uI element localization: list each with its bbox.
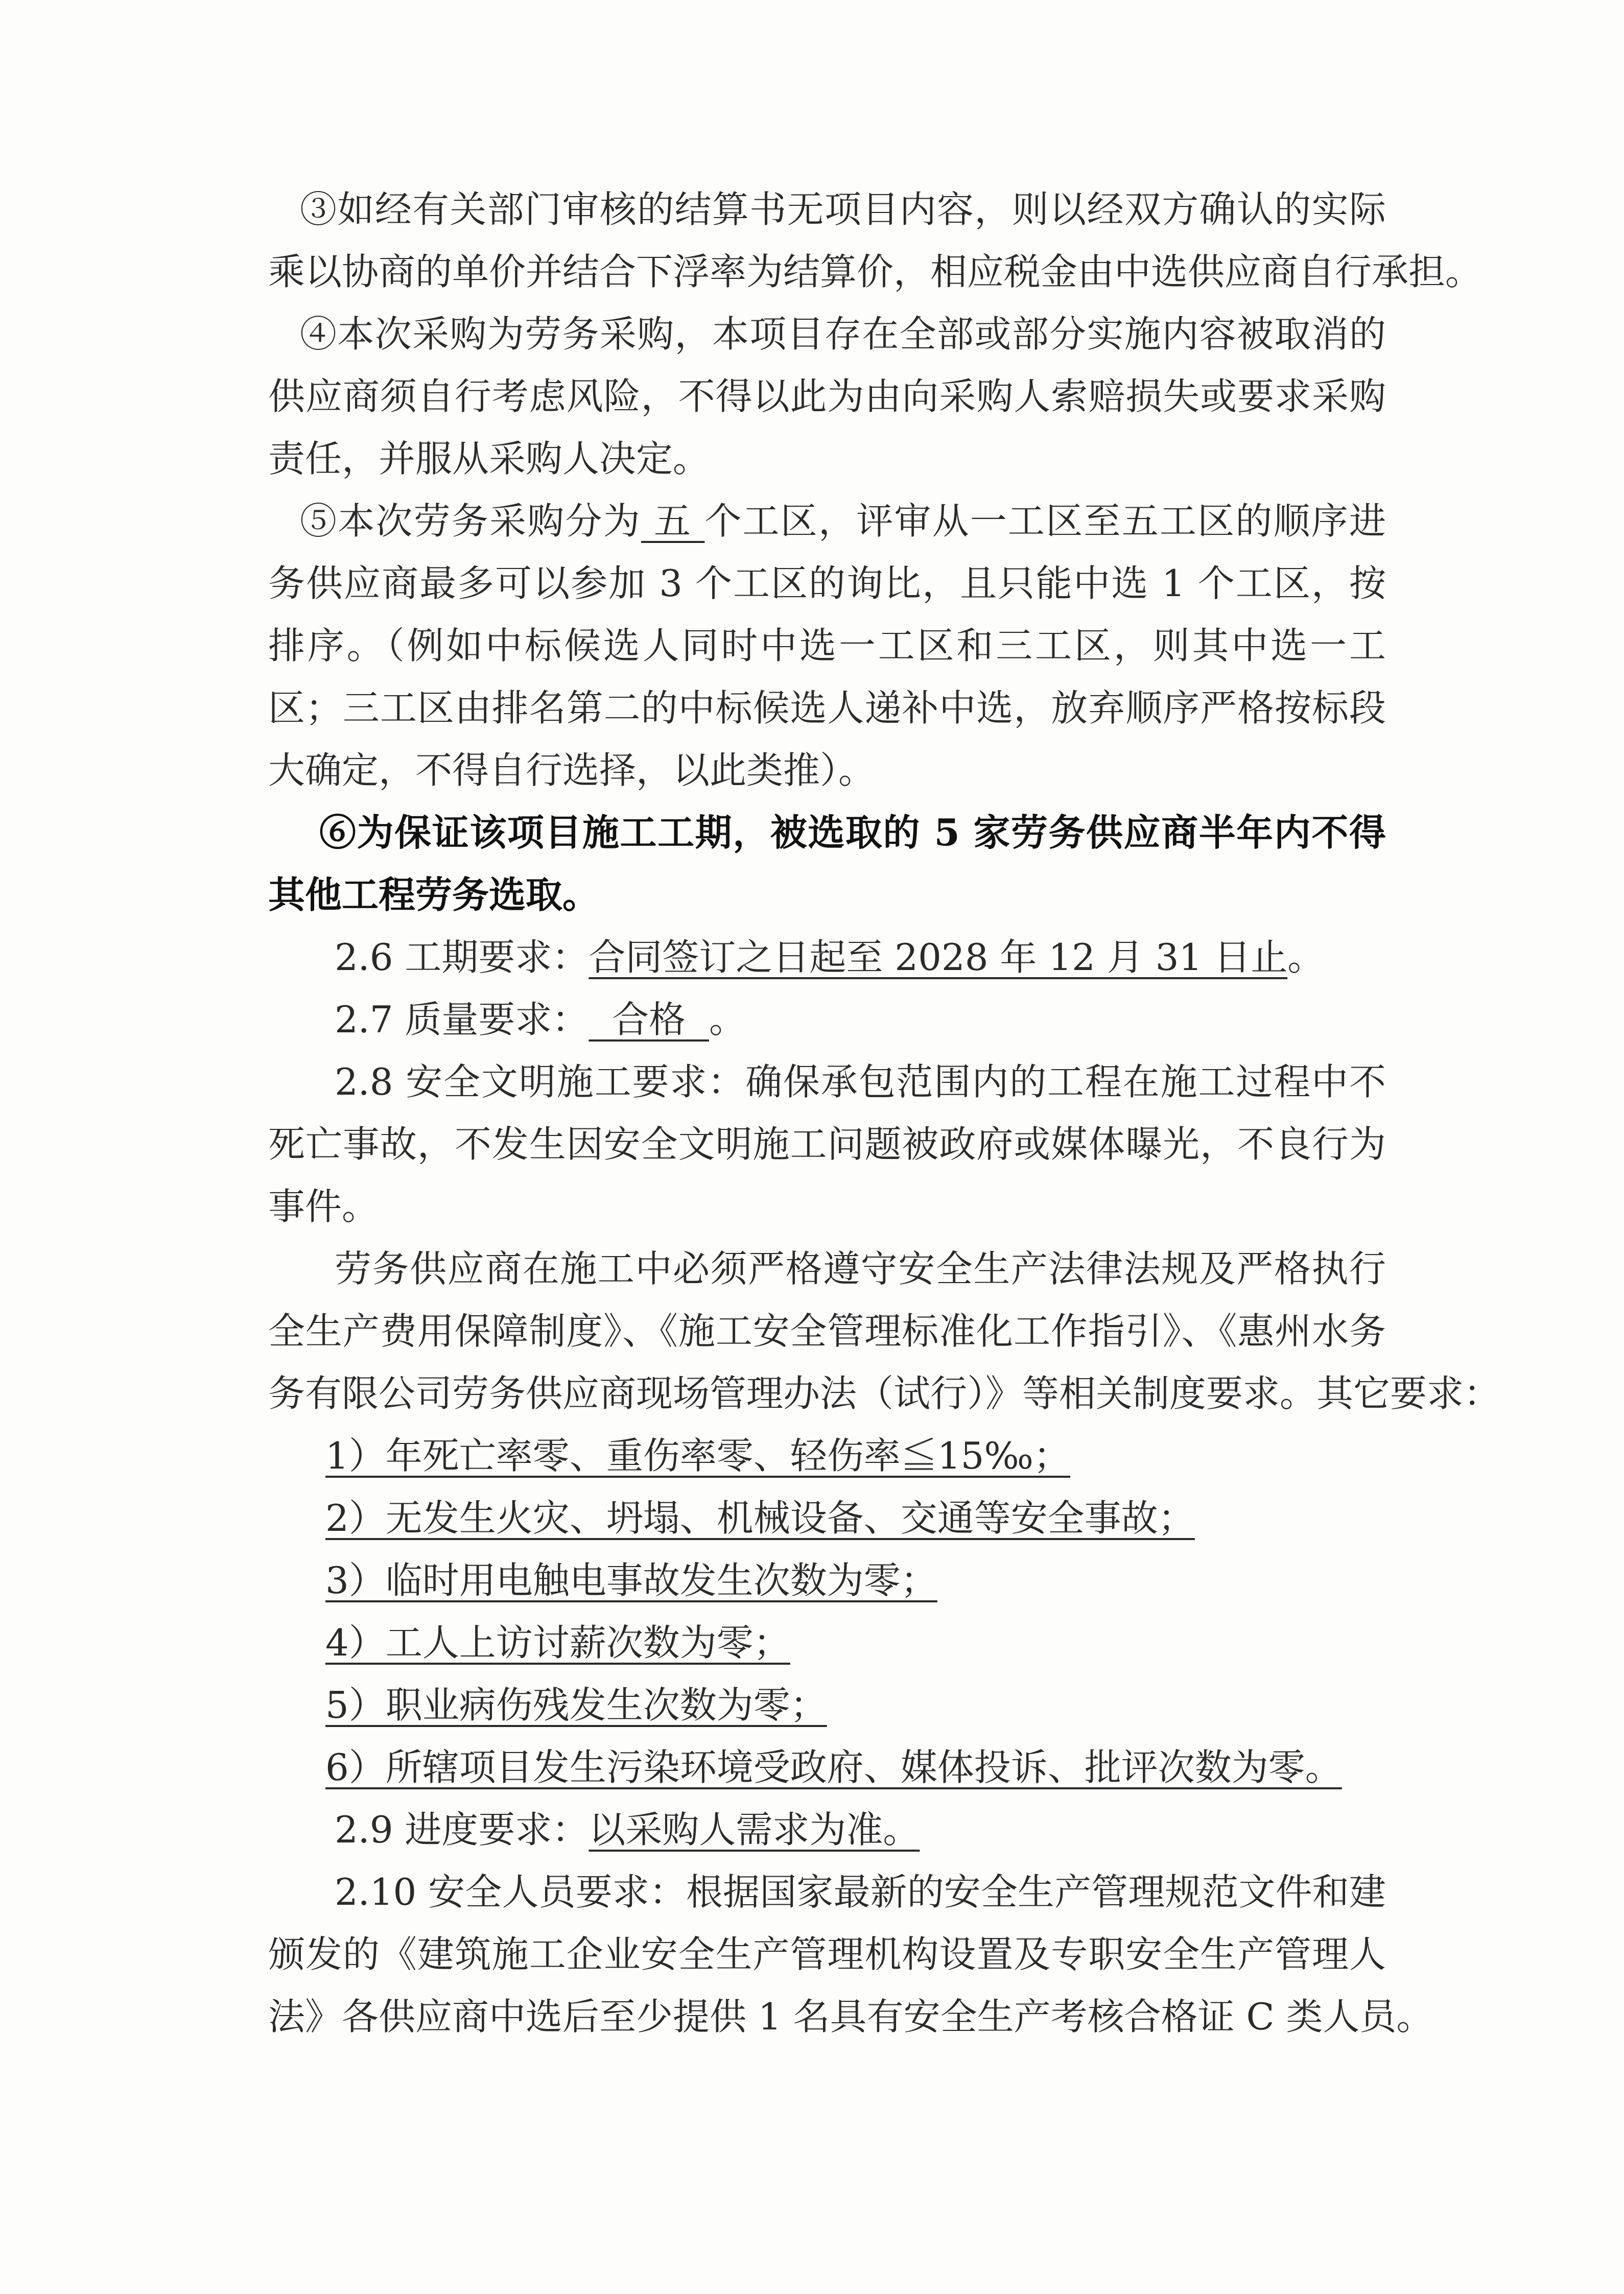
text-line: [268, 490, 1386, 552]
text-line: [268, 614, 1386, 677]
text-segment: 2.7 质量要求：: [335, 998, 589, 1041]
text-line: [268, 1300, 1386, 1362]
text-line: [268, 1612, 1386, 1674]
text-segment: 个工区，评审从一工区至五工区的顺序进: [704, 500, 1386, 542]
text-line: [268, 303, 1386, 365]
paragraph: [268, 926, 1386, 988]
text-segment: ⑥为保证该项目施工工期，被选取的 5 家劳务供应商半年内不得: [319, 811, 1386, 854]
text-line: [268, 1425, 1386, 1487]
text-segment: 全生产费用保障制度》、《施工安全管理标准化工作指引》、《惠州水务: [268, 1310, 1386, 1353]
underlined-text: 2）无发生火灾、坍塌、机械设备、交通等安全事故；: [325, 1497, 1195, 1540]
text-line: [268, 1923, 1386, 1985]
paragraph: [268, 1736, 1386, 1799]
paragraph: [268, 1487, 1386, 1549]
text-line: [268, 1051, 1386, 1113]
text-segment: 。: [1287, 936, 1325, 979]
text-segment: ③如经有关部门审核的结算书无项目内容，则以经双方确认的实际: [300, 188, 1386, 231]
underlined-text: 3）临时用电触电事故发生次数为零；: [325, 1559, 937, 1602]
text-line: [268, 1674, 1386, 1736]
paragraph: [268, 303, 1386, 490]
paragraph: [268, 1051, 1386, 1238]
text-segment: ④本次采购为劳务采购，本项目存在全部或部分实施内容被取消的: [300, 313, 1386, 356]
text-segment: ⑤本次劳务采购分为: [300, 500, 641, 542]
underlined-text: 1）年死亡率零、重伤率零、轻伤率≦15‰；: [325, 1434, 1071, 1477]
paragraph: [268, 1238, 1501, 1425]
text-line: [268, 1238, 1386, 1300]
paragraph: [268, 1799, 1386, 1861]
text-segment: 2.10 安全人员要求：根据国家最新的安全生产管理规范文件和建: [335, 1871, 1386, 1913]
text-line: [268, 988, 1386, 1051]
underlined-text: 4）工人上访讨薪次数为零；: [325, 1621, 790, 1664]
text-segment: 供应商须自行考虑风险，不得以此为由向采购人索赔损失或要求采购: [268, 375, 1386, 418]
text-segment: 法》各供应商中选后至少提供 1 名具有安全生产考核合格证 C 类人员。: [268, 1995, 1433, 2038]
text-line: [268, 1362, 1501, 1425]
paragraph: [268, 1861, 1433, 2048]
text-segment: 乘以协商的单价并结合下浮率为结算价，相应税金由中选供应商自行承担。: [268, 250, 1482, 293]
text-line: [268, 1985, 1433, 2048]
underlined-text: 合格: [589, 998, 709, 1041]
text-line: [268, 801, 1386, 864]
underlined-text: 5）职业病伤残发生次数为零；: [325, 1684, 827, 1727]
text-segment: 2.9 进度要求：: [335, 1808, 589, 1851]
text-segment: 区；三工区由排名第二的中标候选人递补中选，放弃顺序严格按标段: [268, 687, 1386, 729]
paragraph: [268, 1674, 1386, 1736]
paragraph: [268, 1425, 1386, 1487]
text-segment: 责任，并服从采购人决定。: [268, 437, 710, 480]
text-line: [268, 365, 1386, 428]
text-segment: 颁发的《建筑施工企业安全生产管理机构设置及专职安全生产管理人: [268, 1933, 1386, 1976]
text-line: [268, 428, 1386, 490]
text-segment: 事件。: [268, 1185, 379, 1228]
text-line: [268, 1175, 1386, 1238]
text-segment: 死亡事故，不发生因安全文明施工问题被政府或媒体曝光，不良行为: [268, 1123, 1386, 1166]
text-line: [268, 1799, 1386, 1861]
text-segment: 务有限公司劳务供应商现场管理办法（试行）》等相关制度要求。其它要求：: [268, 1372, 1501, 1415]
text-segment: 。: [709, 998, 746, 1041]
paragraph: [268, 1612, 1386, 1674]
text-line: [268, 241, 1482, 303]
paragraph: [268, 178, 1482, 303]
paragraph: [268, 490, 1386, 801]
text-line: [268, 1861, 1386, 1923]
paragraph: [268, 801, 1386, 926]
text-segment: 劳务供应商在施工中必须严格遵守安全生产法律法规及严格执行: [335, 1247, 1386, 1290]
text-line: [268, 864, 1386, 926]
text-segment: 务供应商最多可以参加 3 个工区的询比，且只能中选 1 个工区，按: [268, 562, 1386, 605]
text-line: [268, 178, 1386, 241]
text-segment: 大确定，不得自行选择，以此类推）。: [268, 749, 876, 792]
text-line: [268, 552, 1386, 614]
paragraph: [268, 1549, 1386, 1612]
text-line: [268, 1113, 1386, 1175]
text-line: [268, 1487, 1386, 1549]
text-line: [268, 739, 1386, 801]
document-body: [268, 178, 1501, 2048]
underlined-text: 6）所辖项目发生污染环境受政府、媒体投诉、批评次数为零。: [325, 1746, 1342, 1789]
underlined-text: 以采购人需求为准。: [589, 1808, 920, 1851]
paragraph: [268, 988, 1386, 1051]
text-line: [268, 926, 1386, 988]
text-line: [268, 677, 1386, 739]
text-segment: 2.6 工期要求：: [335, 936, 589, 979]
underlined-text: 五: [641, 500, 705, 542]
text-segment: 2.8 安全文明施工要求：确保承包范围内的工程在施工过程中不: [335, 1060, 1386, 1103]
underlined-text: 合同签订之日起至 2028 年 12 月 31 日止: [589, 936, 1288, 979]
text-segment: 排序。（例如中标候选人同时中选一工区和三工区，则其中选一工: [268, 624, 1386, 667]
text-segment: 其他工程劳务选取。: [268, 873, 600, 916]
text-line: [268, 1549, 1386, 1612]
text-line: [268, 1736, 1386, 1799]
